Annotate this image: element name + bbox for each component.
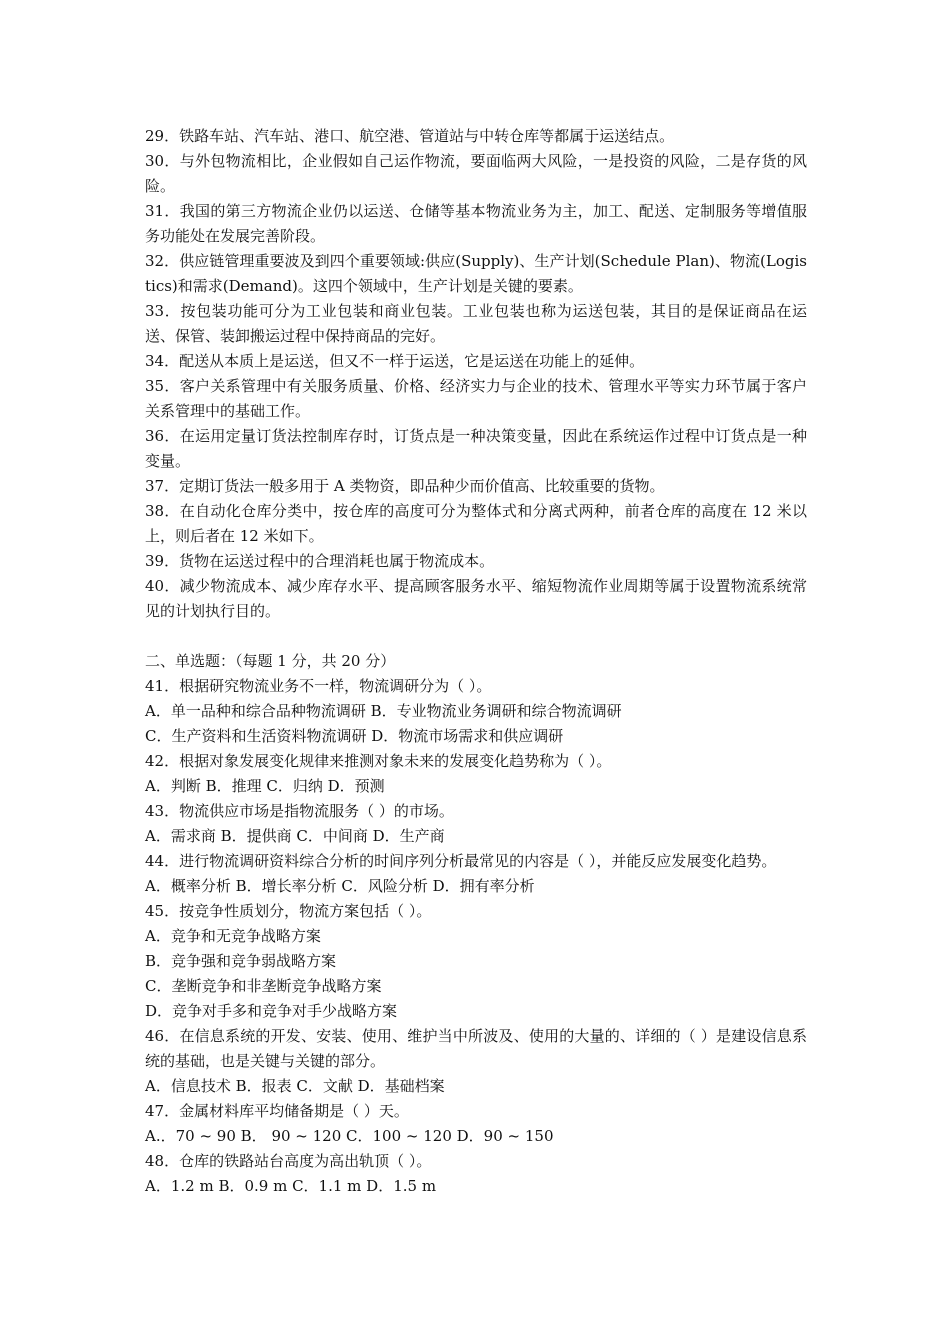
options-41-cd: C．生产资料和生活资料物流调研 D．物流市场需求和供应调研 bbox=[145, 727, 564, 745]
question-46: 46．在信息系统的开发、安装、使用、维护当中所波及、使用的大量的、详细的（ ）是建设信息系统的基础，也是关键与关键的部分。 bbox=[145, 1027, 807, 1070]
question-34: 34．配送从本质上是运送，但又不一样于运送，它是运送在功能上的延伸。 bbox=[145, 352, 645, 370]
question-32: 32．供应链管理重要波及到四个重要领域:供应(Supply)、生产计划(Schedule Plan)、物流(Logistics)和需求(Demand)。这四个领域中，生产计划是关键的要素。 bbox=[145, 252, 807, 295]
question-30: 30．与外包物流相比，企业假如自己运作物流，要面临两大风险，一是投资的风险，二是存货的风险。 bbox=[145, 152, 807, 195]
options-41-ab: A．单一品种和综合品种物流调研 B．专业物流业务调研和综合物流调研 bbox=[145, 702, 622, 720]
question-36: 36．在运用定量订货法控制库存时，订货点是一种决策变量，因此在系统运作过程中订货点是一种变量。 bbox=[145, 427, 807, 470]
options-46: A．信息技术 B．报表 C．文献 D．基础档案 bbox=[145, 1077, 445, 1095]
question-31: 31．我国的第三方物流企业仍以运送、仓储等基本物流业务为主，加工、配送、定制服务等增值服务功能处在发展完善阶段。 bbox=[145, 202, 807, 245]
singlechoice-section bbox=[145, 674, 807, 1199]
section-title: 二、单选题：（每题 1 分，共 20 分） bbox=[145, 652, 396, 670]
question-43: 43．物流供应市场是指物流服务（ ）的市场。 bbox=[145, 802, 454, 820]
question-41: 41．根据研究物流业务不一样，物流调研分为（ ）。 bbox=[145, 677, 492, 695]
question-35: 35．客户关系管理中有关服务质量、价格、经济实力与企业的技术、管理水平等实力环节属于客户关系管理中的基础工作。 bbox=[145, 377, 807, 420]
question-48: 48．仓库的铁路站台高度为高出轨顶（ ）。 bbox=[145, 1152, 432, 1170]
option-45-c: C．垄断竞争和非垄断竞争战略方案 bbox=[145, 977, 382, 995]
question-33: 33．按包装功能可分为工业包装和商业包装。工业包装也称为运送包装，其目的是保证商品在运送、保管、装卸搬运过程中保持商品的完好。 bbox=[145, 302, 807, 345]
question-37: 37．定期订货法一般多用于 A 类物资，即品种少而价值高、比较重要的货物。 bbox=[145, 477, 665, 495]
question-38: 38．在自动化仓库分类中，按仓库的高度可分为整体式和分离式两种，前者仓库的高度在 12 米以上，则后者在 12 米如下。 bbox=[145, 502, 807, 545]
options-47: A.．70 ~ 90 B． 90 ~ 120 C．100 ~ 120 D．90 ~ 150 bbox=[145, 1127, 554, 1145]
question-44: 44．进行物流调研资料综合分析的时间序列分析最常见的内容是（ ），并能反应发展变化趋势。 bbox=[145, 852, 777, 870]
question-29: 29．铁路车站、汽车站、港口、航空港、管道站与中转仓库等都属于运送结点。 bbox=[145, 127, 675, 145]
option-45-d: D．竞争对手多和竞争对手少战略方案 bbox=[145, 1002, 398, 1020]
document-page bbox=[145, 124, 807, 1199]
options-43: A．需求商 B．提供商 C．中间商 D．生产商 bbox=[145, 827, 445, 845]
options-42: A．判断 B．推理 C．归纳 D．预测 bbox=[145, 777, 385, 795]
question-42: 42．根据对象发展变化规律来推测对象未来的发展变化趋势称为（ ）。 bbox=[145, 752, 612, 770]
options-44: A．概率分析 B．增长率分析 C．风险分析 D．拥有率分析 bbox=[145, 877, 535, 895]
blank-line bbox=[145, 624, 807, 649]
question-47: 47．金属材料库平均储备期是（ ）天。 bbox=[145, 1102, 409, 1120]
option-45-a: A．竞争和无竞争战略方案 bbox=[145, 927, 321, 945]
question-40: 40．减少物流成本、减少库存水平、提高顾客服务水平、缩短物流作业周期等属于设置物流系统常见的计划执行目的。 bbox=[145, 577, 807, 620]
question-45: 45．按竞争性质划分，物流方案包括（ ）。 bbox=[145, 902, 432, 920]
question-39: 39．货物在运送过程中的合理消耗也属于物流成本。 bbox=[145, 552, 495, 570]
options-48: A．1.2 m B．0.9 m C．1.1 m D．1.5 m bbox=[145, 1177, 437, 1195]
option-45-b: B．竞争强和竞争弱战略方案 bbox=[145, 952, 337, 970]
truefalse-section bbox=[145, 124, 807, 624]
